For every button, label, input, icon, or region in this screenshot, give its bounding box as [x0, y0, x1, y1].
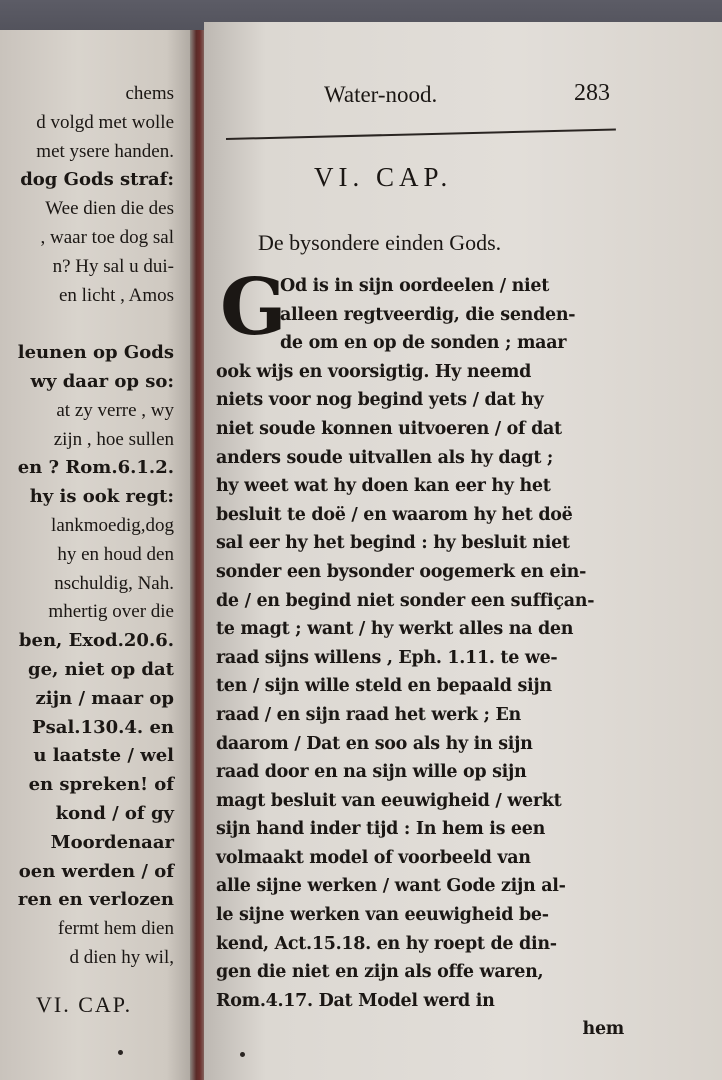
body-text-line: le sijne werken van eeuwigheid be-	[216, 905, 549, 926]
left-text-line: ben, Exod.20.6.	[18, 630, 174, 652]
running-head: Water-nood.	[324, 82, 438, 107]
left-text-line: Wee dien die des	[45, 198, 174, 220]
body-text-line: sijn hand inder tijd : In hem is een	[216, 819, 546, 840]
chapter-subtitle: De bysondere einden Gods.	[258, 230, 502, 255]
left-text-line: dog Gods straf:	[20, 169, 174, 191]
body-text-line: ten / sijn wille steld en bepaald sijn	[216, 676, 552, 697]
ink-spot	[118, 1050, 123, 1055]
body-text-line: raad door en na sijn wille op sijn	[216, 762, 527, 783]
left-text-line: kond / of gy	[55, 802, 174, 824]
body-text-line: ook wijs en voorsigtig. Hy neemd	[216, 361, 532, 382]
left-text-line: Moordenaar	[50, 831, 174, 853]
body-text-line: raad / en sijn raad het werk ; En	[216, 704, 521, 725]
body-text-line: hy weet wat hy doen kan eer hy het	[216, 476, 551, 497]
ink-spot	[240, 1052, 245, 1057]
body-text-line: daarom / Dat en soo als hy in sijn	[216, 733, 533, 754]
header-rule	[226, 128, 616, 140]
body-text-line: Rom.4.17. Dat Model werd in	[216, 990, 495, 1011]
body-text-line: raad sijns willens , Eph. 1.11. te we-	[216, 647, 558, 668]
body-text-line: te magt ; want / hy werkt alles na den	[216, 619, 574, 640]
body-text-line: sal eer hy het begind : hy besluit niet	[216, 533, 570, 554]
body-text-line: anders soude uitvallen als hy dagt ;	[216, 447, 554, 468]
body-text-line: besluit te doë / en waarom hy het doë	[216, 504, 573, 525]
body-text-line: alleen regtveerdig, die senden-	[280, 304, 576, 325]
drop-cap: G	[220, 262, 287, 353]
left-text-line: mhertig over die	[48, 601, 174, 623]
left-text-line: , waar toe dog sal	[40, 226, 174, 248]
right-page-text	[216, 272, 624, 1044]
body-text-line: de / en begind niet sonder een suffiçan-	[216, 590, 595, 611]
chapter-heading: VI. CAP.	[314, 162, 453, 192]
left-text-line: en spreken! of	[28, 774, 174, 796]
left-page	[0, 30, 196, 1080]
left-text-line: n? Hy sal u dui-	[52, 255, 174, 277]
body-text-line: hem	[582, 1019, 624, 1040]
left-text-line: at zy verre , wy	[56, 399, 174, 421]
left-text-line: fermt hem dien	[57, 918, 174, 940]
left-text-line: en ? Rom.6.1.2.	[17, 457, 174, 479]
body-text-line: magt besluit van eeuwigheid / werkt	[216, 790, 562, 811]
left-text-line: leunen op Gods	[17, 342, 174, 364]
left-text-line: met ysere handen.	[36, 140, 174, 162]
left-text-line: lankmoedig,dog	[51, 514, 174, 536]
body-text-line: alle sijne werken / want Gode zijn al-	[216, 876, 566, 897]
left-text-line: en licht , Amos	[58, 284, 174, 306]
left-text-line: hy en houd den	[57, 543, 174, 565]
left-text-line: ren en verlozen	[17, 889, 174, 911]
left-text-line: ge, niet op dat	[28, 658, 174, 680]
left-text-line: u laatste / wel	[33, 745, 174, 767]
left-text-line: zijn / maar op	[35, 687, 174, 709]
body-text-line: gen die niet en zijn als offe waren,	[216, 962, 544, 983]
left-text-line: zijn , hoe sullen	[53, 428, 174, 450]
body-text-line: de om en op de sonden ; maar	[280, 333, 567, 354]
left-text-line: hy is ook regt:	[29, 486, 174, 508]
body-text-line: niet soude konnen uitvoeren / of dat	[216, 418, 562, 439]
left-text-line: nschuldig, Nah.	[54, 572, 174, 594]
body-text-line: sonder een bysonder oogemerk en ein-	[216, 561, 587, 582]
left-text-line: Psal.130.4. en	[32, 716, 174, 738]
left-text-line: chems	[125, 83, 174, 104]
left-page-text	[0, 80, 174, 973]
body-text-line: kend, Act.15.18. en hy roept de din-	[216, 933, 557, 954]
left-text-line: d volgd met wolle	[36, 111, 174, 133]
right-page	[204, 22, 722, 1080]
body-text-line: Od is in sijn oordeelen / niet	[280, 276, 550, 296]
left-page-footer: VI. CAP.	[36, 992, 133, 1017]
left-text-line	[0, 310, 174, 339]
left-text-line: oen werden / of	[18, 860, 174, 882]
left-text-line: d dien hy wil,	[69, 946, 174, 968]
body-text-line: niets voor nog begind yets / dat hy	[216, 390, 544, 411]
body-text-line: volmaakt model of voorbeeld van	[216, 847, 531, 868]
left-text-line: wy daar op so:	[30, 370, 174, 392]
page-number: 283	[574, 80, 610, 106]
